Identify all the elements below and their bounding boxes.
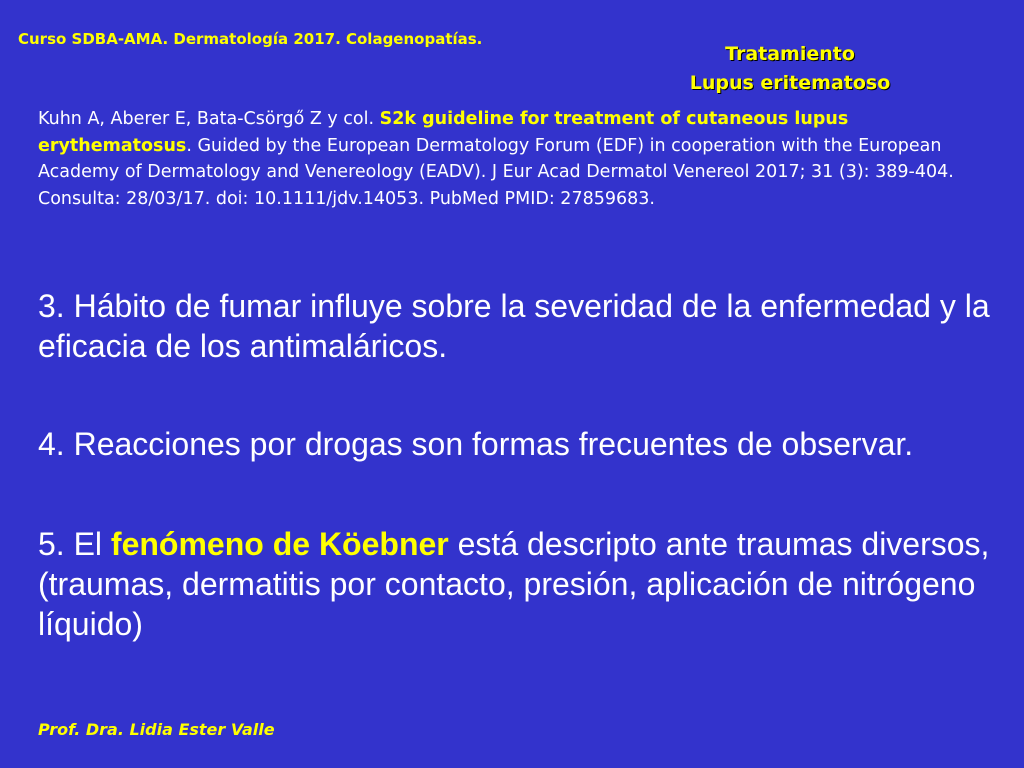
reference-details: . Guided by the European Dermatology Forum (EDF) in cooperation with the European Academy of Dermatology and Venereology (EADV). J Eur Acad Dermatol Venereol 2017; 31 (3): 389-404. Consulta: 28/03/17. doi: 10.1111/jdv.14053. PubMed PMID: 27859683. [38,135,954,209]
point-5-suffix: está descripto ante traumas diversos, (traumas, dermatitis por contacto, presión, aplicación de nitrógeno líquido) [38,526,990,642]
point-5-highlight: fenómeno de Köebner [110,526,449,562]
reference-article-title: S2k guideline for treatment of cutaneous lupus erythematosus [38,109,849,156]
author-footer: Prof. Dra. Lidia Ester Valle [38,720,275,739]
point-5-prefix: 5. El [38,526,111,562]
point-5-text [38,524,998,644]
slide-title [640,40,940,98]
point-4-text: 4. Reacciones por drogas son formas frecuentes de observar. [38,426,914,462]
reference-citation [38,106,998,212]
title-line-2: Lupus eritematoso [689,72,891,94]
point-3-text: 3. Hábito de fumar influye sobre la severidad de la enfermedad y la eficacia de los antimaláricos. [38,288,990,364]
title-line-1: Tratamiento [725,43,855,65]
course-header: Curso SDBA-AMA. Dermatología 2017. Colagenopatías. [18,30,483,48]
reference-authors: Kuhn A, Aberer E, Bata-Csörgő Z y col. [38,109,380,129]
